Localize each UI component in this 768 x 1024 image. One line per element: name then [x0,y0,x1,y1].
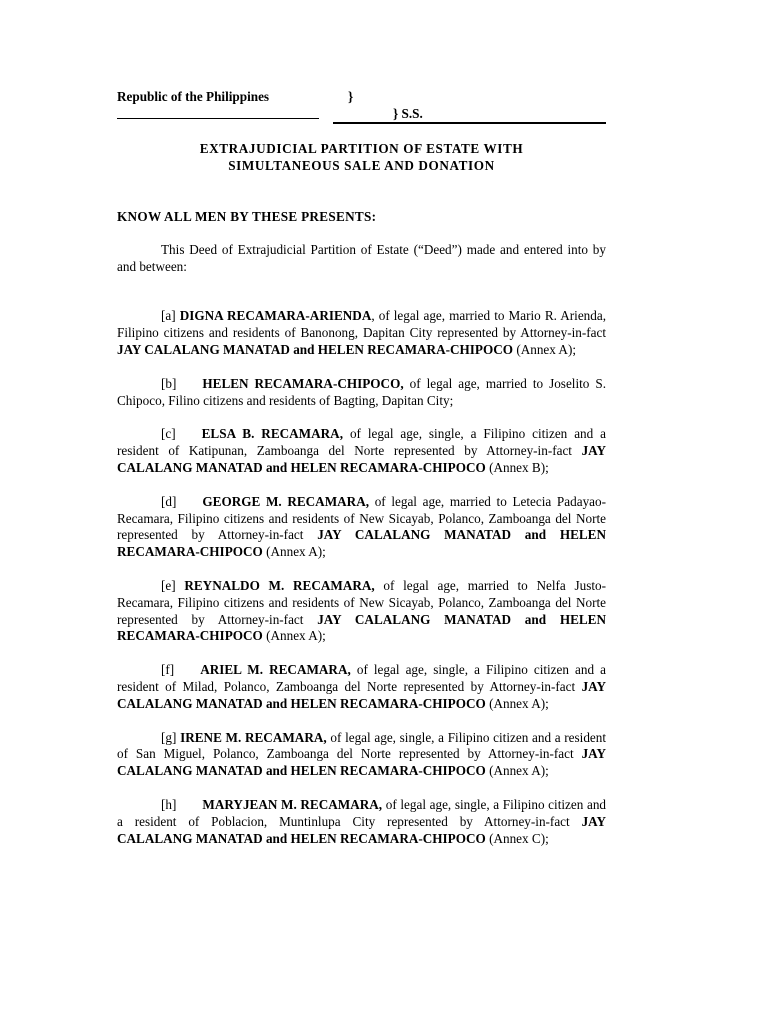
party-paragraph [117,797,606,847]
party-attorneys: JAY CALALANG MANATAD and HELEN RECAMARA-CHIPOCO [117,527,606,560]
intro-paragraph: This Deed of Extrajudicial Partition of Estate (“Deed”) made and entered into by and between: [117,241,606,274]
party-description: of legal age, single, a Filipino citizen and a resident of Katipunan, Zamboanga del Norte represented by Attorney-in-fact [117,426,607,459]
title-line-1: EXTRAJUDICIAL PARTITION OF ESTATE WITH [199,141,524,156]
party-name: IRENE M. RECAMARA, [180,729,327,745]
party-attorneys: JAY CALALANG MANATAD and HELEN RECAMARA-CHIPOCO [117,443,606,475]
party-description: of legal age, married to Nelfa Justo-Recamara, Filipino citizens and residents of New Sicayab, Polanco, Zamboanga del Norte represented by Attorney-in-fact [117,577,606,627]
party-description: of legal age, married to Letecia Padayao-Recamara, Filipino citizens and residents of New Sicayab, Polanco, Zamboanga del Norte represented by Attorney-in-fact [117,493,606,543]
party-description: of legal age, single, a Filipino citizen and a resident of Poblacion, Muntinlupa City represented by Attorney-in-fact [117,796,607,829]
party-name: HELEN RECAMARA-CHIPOCO, [202,375,404,391]
party-annex: (Annex C); [485,830,549,846]
party-annex: (Annex A); [262,628,326,644]
party-description: of legal age, married to Mario R. Arienda, Filipino citizens and residents of Banonong, Dapitan City represented by Attorney-in-fact [117,308,607,341]
venue-ss: } S.S. [393,106,423,121]
party-annex: (Annex A); [262,544,326,560]
party-name: DIGNA RECAMARA-ARIENDA [179,308,372,324]
document-title [117,140,606,174]
party-attorneys: JAY CALALANG MANATAD and HELEN RECAMARA-CHIPOCO [117,611,606,644]
venue-brace: } [348,89,354,104]
party-name: ELSA B. RECAMARA, [201,426,343,442]
party-attorneys: JAY CALALANG MANATAD and HELEN RECAMARA-CHIPOCO [117,813,606,846]
title-line-2: SIMULTANEOUS SALE AND DONATION [228,158,495,173]
party-tag: [f] [161,662,175,678]
venue-rule [333,122,606,124]
party-tag: [g] [161,729,177,745]
party-tag: [e] [161,577,176,593]
party-paragraph [117,494,606,561]
party-paragraph: [a] DIGNA RECAMARA-ARIENDA, of legal age, married to Mario R. Arienda, Filipino citizens and residents of Banonong, Dapitan City represented by Attorney-in-fact JAY CALALANG MANATAD and HELEN RECAMARA-CHIPOCO (Annex A); [117,308,607,357]
party-tag: [d] [161,493,177,509]
party-attorneys: JAY CALALANG MANATAD and HELEN RECAMARA-CHIPOCO [117,678,606,711]
party-annex: (Annex A); [513,341,577,357]
party-annex: (Annex B); [485,459,549,475]
document-page [117,86,606,847]
party-name: REYNALDO M. RECAMARA, [184,577,375,593]
party-description: of legal age, single, a Filipino citizen and a resident of San Miguel, Polanco, Zamboanga del Norte represented by Attorney-in-fact [117,729,607,762]
party-attorneys: JAY CALALANG MANATAD and HELEN RECAMARA-CHIPOCO [117,341,514,357]
party-attorneys: JAY CALALANG MANATAD and HELEN RECAMARA-CHIPOCO [117,746,606,779]
know-all-heading: KNOW ALL MEN BY THESE PRESENTS: [117,209,377,224]
party-description: of legal age, single, a Filipino citizen and a resident of Milad, Polanco, Zamboanga del Norte represented by Attorney-in-fact [117,662,607,694]
party-annex: (Annex A); [485,763,549,779]
party-name: MARYJEAN M. RECAMARA, [202,796,383,812]
party-tag: [h] [161,796,177,812]
party-paragraph [117,662,606,712]
party-annex: (Annex A); [485,695,549,711]
venue-country: Republic of the Philippines [117,89,270,104]
party-name: GEORGE M. RECAMARA, [202,493,370,509]
party-name: ARIEL M. RECAMARA, [200,662,351,678]
party-tag: [a] [161,308,176,324]
party-paragraph [117,578,606,645]
party-description: of legal age, married to Joselito S. Chipoco, Filino citizens and residents of Bagting, Dapitan City; [117,375,607,408]
party-tag: [b] [161,375,177,391]
venue-caption [117,86,606,126]
party-tag: [c] [161,426,176,442]
venue-blank-line [117,118,319,119]
party-paragraph [117,730,606,780]
parties-list [117,308,606,847]
party-paragraph [117,426,606,476]
party-paragraph [117,376,606,410]
